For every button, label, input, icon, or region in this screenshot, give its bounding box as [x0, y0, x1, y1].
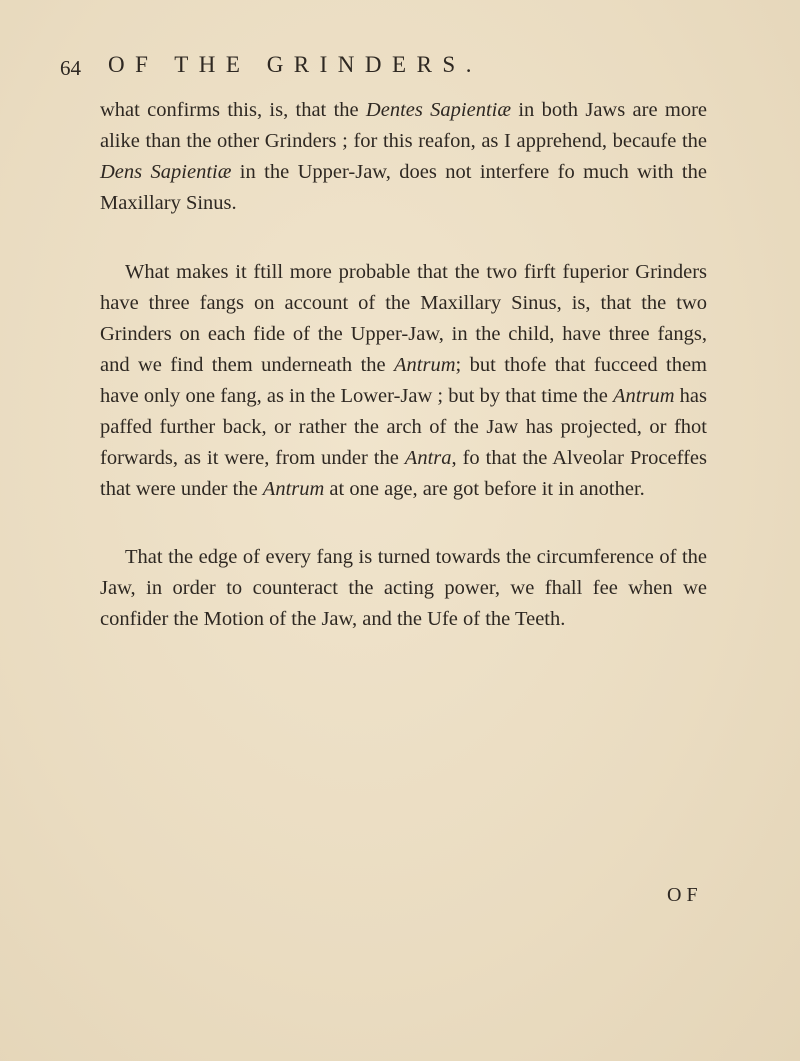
text-run: in both Jaws are more alike than the other Grinders ; for this reafon, as I apprehend, becaufe the [100, 99, 707, 152]
paragraph-1 [100, 95, 707, 219]
body-text [100, 95, 707, 635]
text-run: at one age, are got before it in another. [324, 478, 645, 500]
text-run: ; but thofe that fucceed them have only one fang, as in the Lower-Jaw ; but by that time the [100, 354, 707, 407]
italic-term: Antrum [262, 478, 325, 500]
italic-term: Antrum [394, 354, 456, 376]
text-run: in the Upper-Jaw, does not interfere fo much with the Maxillary Sinus. [100, 161, 707, 214]
text-run: That the edge of every fang is turned towards the circumference of the Jaw, in order to counteract the acting power, we fhall fee when we confider the Motion of the Jaw, and the Ufe of the Teeth. [100, 546, 707, 630]
italic-term: Dens Sapientiæ [100, 161, 232, 183]
page-header [60, 50, 650, 94]
italic-term: Dentes Sapientiæ [365, 99, 512, 121]
catchword: OF [667, 884, 703, 906]
paragraph-2 [100, 257, 707, 505]
italic-term: Antra [404, 447, 452, 469]
text-run: has paffed further back, or rather the arch of the Jaw has projected, or fhot forwards, as it were, from under the [100, 385, 708, 469]
text-run: , fo that the Alveolar Proceffes that were under the [100, 447, 707, 500]
page-number: 64 [60, 56, 81, 80]
text-run: what confirms this, is, that the [100, 99, 366, 121]
paragraph-3 [100, 542, 707, 635]
text-run: What makes it ftill more probable that the two firft fuperior Grinders have three fangs on account of the Maxillary Sinus, is, that the two Grinders on each fide of the Upper-Jaw, in the child, have three fangs, and we find them underneath the [100, 261, 707, 376]
running-head: OF THE GRINDERS. [108, 52, 482, 77]
italic-term: Antrum [613, 385, 675, 407]
